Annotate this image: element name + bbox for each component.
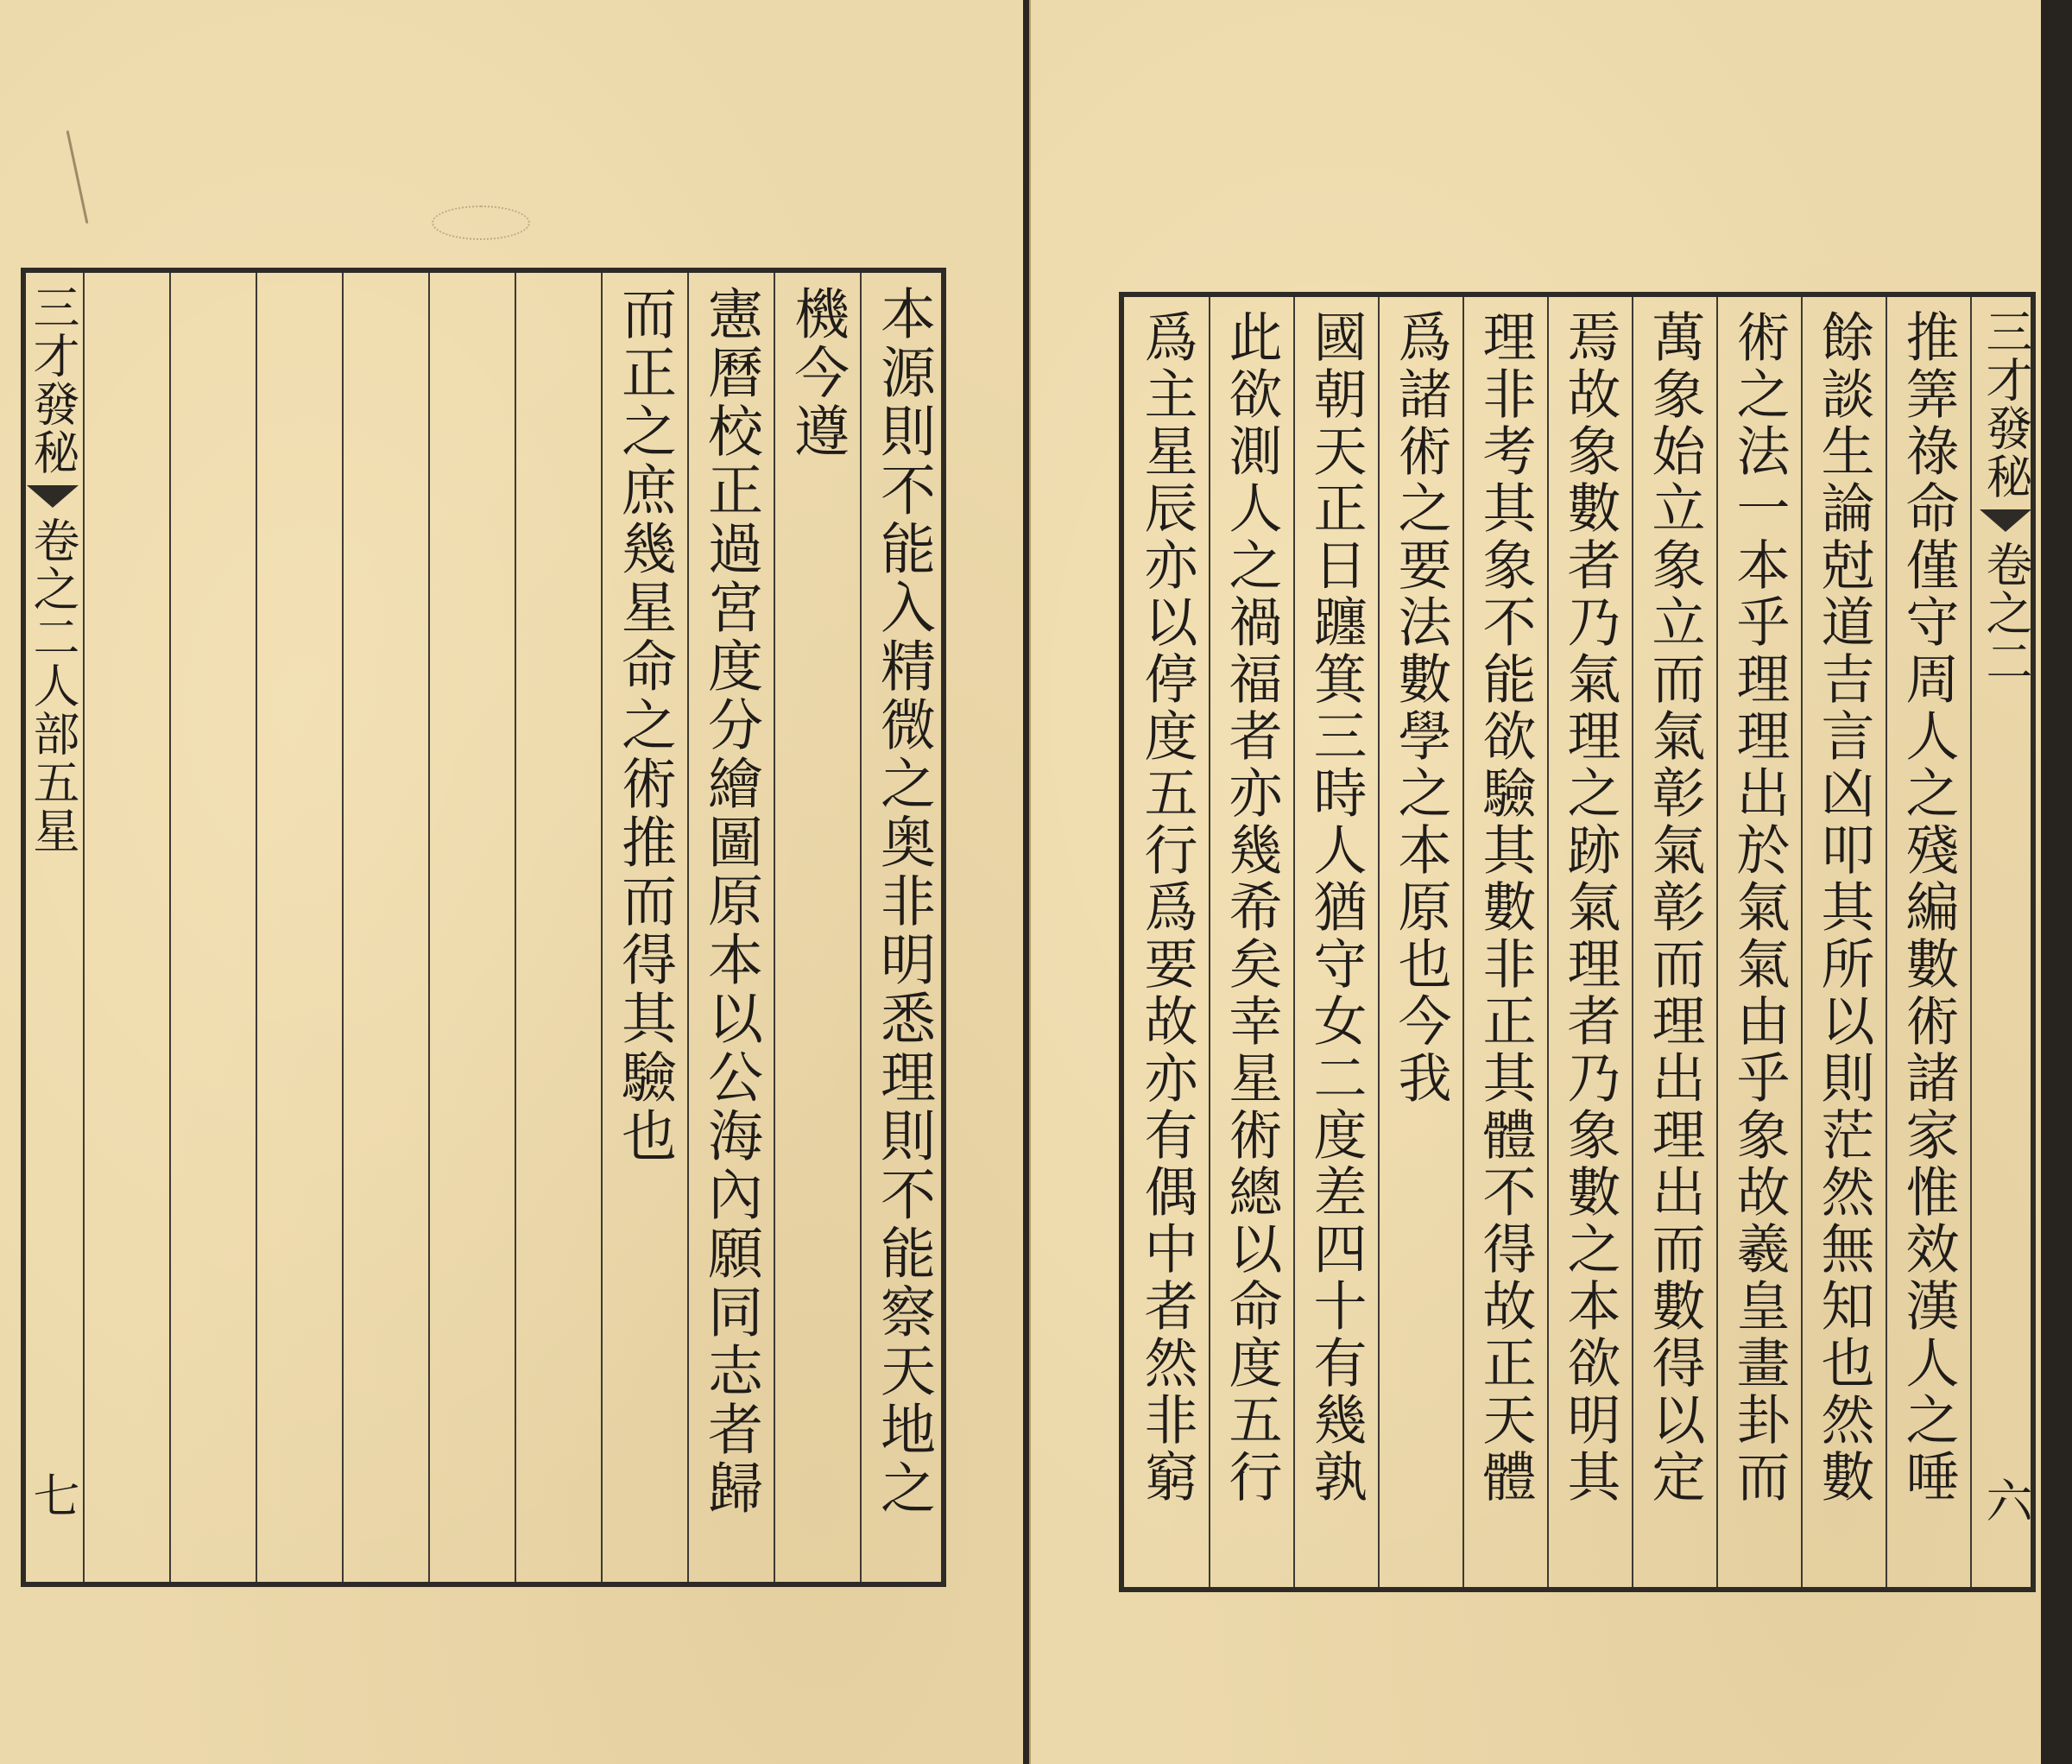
column-rule bbox=[256, 273, 257, 1582]
book-cover-edge bbox=[2041, 0, 2072, 1764]
column-rule bbox=[342, 273, 344, 1582]
fish-tail-mark bbox=[1980, 509, 2031, 532]
right-page-number: 六 bbox=[1979, 1476, 2033, 1525]
text-column-2: 機今遵 bbox=[785, 285, 849, 461]
right-text-frame bbox=[1119, 292, 2036, 1592]
text-column-1: 本源則不能入精微之奥非明悉理則不能察天地之 bbox=[871, 285, 935, 1518]
column-rule bbox=[169, 273, 171, 1582]
right-margin-title: 三才發秘 bbox=[1979, 307, 2033, 501]
right-margin-column bbox=[1977, 307, 2034, 1577]
text-column-1: 推筭祿命僅守周人之殘編數術諸家惟效漢人之唾 bbox=[1897, 309, 1960, 1506]
left-margin-section: 人部五星 bbox=[26, 661, 80, 855]
column-rule bbox=[1970, 297, 1972, 1587]
left-page-number: 七 bbox=[26, 1471, 80, 1520]
paper-crease bbox=[66, 130, 89, 224]
left-margin-chapter: 卷之二 bbox=[26, 516, 80, 661]
text-column-3: 術之法一本乎理理出於氣氣由乎象故羲皇畫卦而 bbox=[1728, 309, 1791, 1506]
faint-seal-mark bbox=[432, 205, 530, 240]
column-rule bbox=[83, 273, 85, 1582]
column-rule bbox=[515, 273, 516, 1582]
right-page bbox=[1029, 0, 2043, 1764]
left-margin-column bbox=[24, 283, 81, 1571]
text-column-10: 爲主星辰亦以停度五行爲要故亦有偶中者然非窮 bbox=[1135, 309, 1198, 1506]
book-gutter bbox=[1023, 0, 1029, 1764]
text-column-7: 爲諸術之要法數學之本原也今我 bbox=[1389, 309, 1452, 1107]
text-column-3: 憲曆校正過宮度分繪圖原本以公海內願同志者歸 bbox=[698, 285, 762, 1518]
text-column-4: 萬象始立象立而氣彰氣彰而理出理出而數得以定 bbox=[1643, 309, 1706, 1506]
column-rule bbox=[428, 273, 430, 1582]
text-column-2: 餘談生論尅道吉言凶叩其所以則茫然無知也然數 bbox=[1812, 309, 1875, 1506]
fish-tail-mark bbox=[27, 485, 79, 508]
left-text-frame bbox=[21, 268, 946, 1587]
text-column-6: 理非考其象不能欲驗其數非正其體不得故正天體 bbox=[1474, 309, 1537, 1506]
right-margin-chapter: 卷之二 bbox=[1979, 541, 2033, 686]
text-column-5: 焉故象數者乃氣理之跡氣理者乃象數之本欲明其 bbox=[1558, 309, 1621, 1506]
left-page bbox=[0, 0, 1025, 1764]
text-column-8: 國朝天正日躔箕三時人猶守女二度差四十有幾孰 bbox=[1304, 309, 1368, 1506]
text-column-9: 此欲測人之禍福者亦幾希矣幸星術總以命度五行 bbox=[1220, 309, 1283, 1506]
left-margin-title: 三才發秘 bbox=[26, 283, 80, 477]
text-column-4: 而正之庶幾星命之術推而得其驗也 bbox=[612, 285, 676, 1166]
